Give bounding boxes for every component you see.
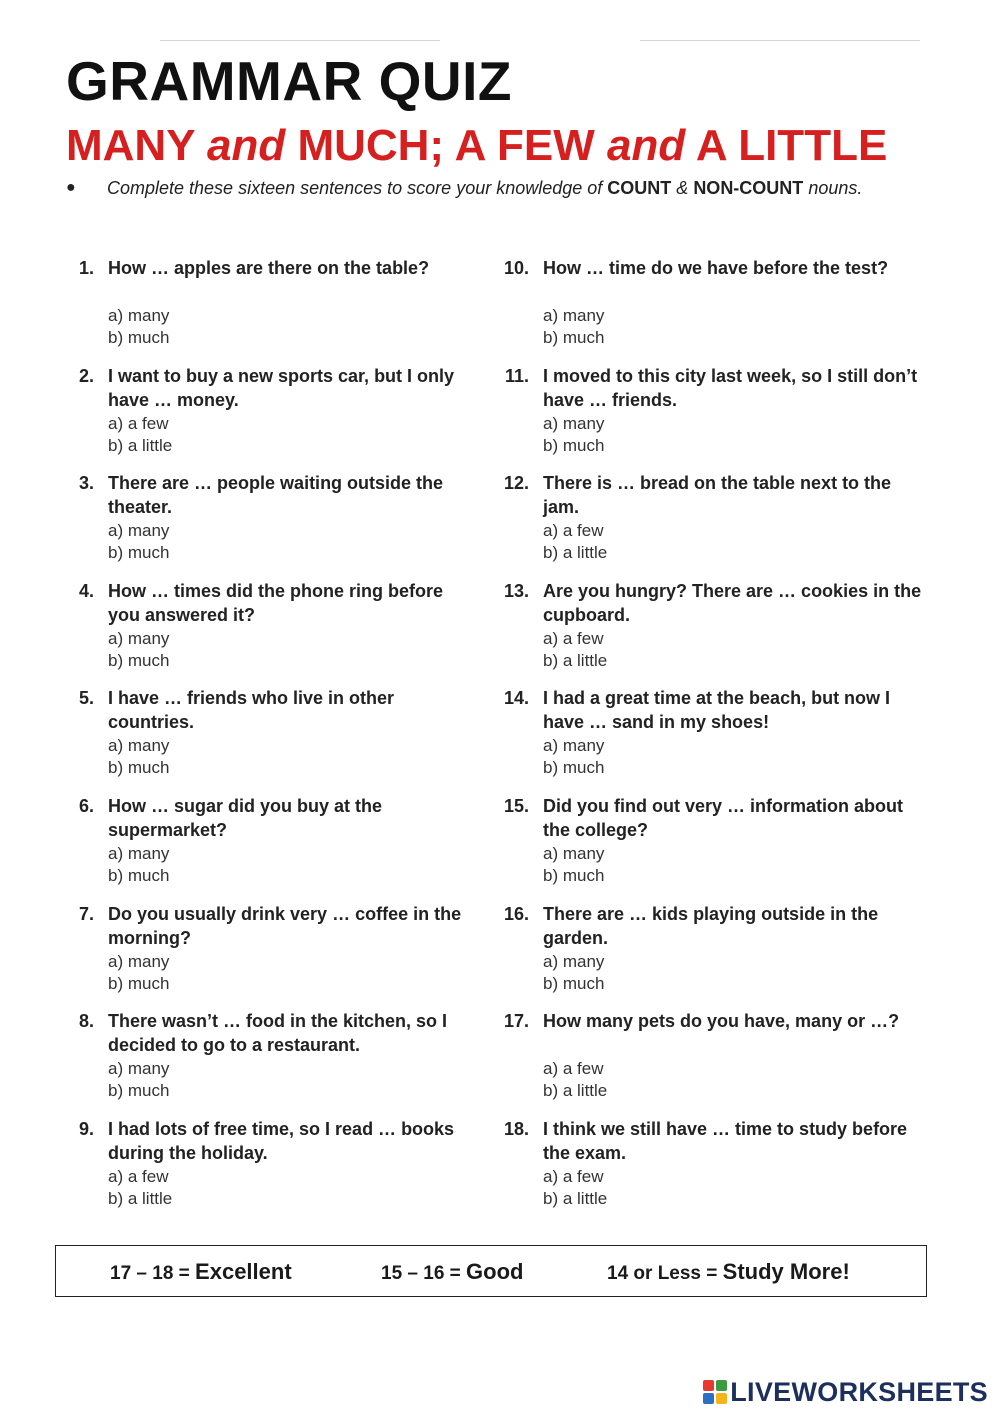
- question-number: 4.: [78, 580, 94, 601]
- question-text: I think we still have … time to study before the exam.: [543, 1118, 908, 1163]
- subtitle-and-2: and: [607, 121, 686, 170]
- question-number: 18.: [503, 1118, 529, 1139]
- option-b[interactable]: b) much: [108, 973, 170, 993]
- option-b[interactable]: b) much: [543, 865, 605, 885]
- question-number: 14.: [503, 688, 529, 709]
- option-a[interactable]: a) many: [543, 951, 605, 971]
- question-18: [495, 1117, 925, 1225]
- question-8: [60, 1009, 470, 1117]
- question-5: [60, 686, 470, 794]
- option-a[interactable]: a) many: [108, 306, 170, 325]
- question-text: Did you find out very … information about the college?: [543, 795, 903, 840]
- question-text: How … sugar did you buy at the supermarket?: [108, 795, 383, 840]
- option-a[interactable]: a) many: [543, 843, 605, 863]
- option-a[interactable]: a) many: [543, 736, 605, 756]
- score-label: Study More!: [722, 1259, 850, 1284]
- intro-before: Complete these sixteen sentences to score your knowledge of: [107, 178, 608, 198]
- question-17: [495, 1009, 925, 1117]
- question-text: I had lots of free time, so I read … books during the holiday.: [108, 1118, 455, 1163]
- logo-square-icon: [703, 1380, 714, 1391]
- option-a[interactable]: a) a few: [108, 413, 169, 433]
- question-number: 10.: [503, 258, 529, 278]
- question-number: 7.: [78, 903, 94, 924]
- intro-noncount: NON-COUNT: [693, 178, 804, 198]
- top-rule-left: [160, 40, 440, 41]
- page-title: GRAMMAR QUIZ: [66, 50, 512, 112]
- intro-amp: &: [671, 178, 694, 198]
- question-text: I moved to this city last week, so I still don’t have … friends.: [543, 365, 918, 410]
- option-b[interactable]: b) much: [108, 650, 170, 670]
- option-a[interactable]: a) many: [108, 843, 170, 863]
- intro-after: nouns.: [803, 178, 863, 198]
- question-10: [495, 256, 925, 364]
- question-number: 3.: [78, 473, 94, 494]
- question-number: 5.: [78, 688, 94, 709]
- question-11: [495, 364, 925, 472]
- option-b[interactable]: b) much: [543, 973, 605, 993]
- question-number: 15.: [503, 795, 529, 816]
- option-a[interactable]: a) a few: [543, 1166, 604, 1186]
- top-rule-right: [640, 40, 920, 41]
- option-b[interactable]: b) much: [108, 865, 170, 885]
- logo-text: LIVEWORKSHEETS: [730, 1376, 988, 1407]
- question-number: 13.: [503, 580, 529, 601]
- score-label: Excellent: [195, 1259, 292, 1284]
- option-a[interactable]: a) many: [108, 736, 170, 756]
- option-a[interactable]: a) many: [108, 521, 170, 541]
- option-a[interactable]: a) many: [108, 628, 170, 648]
- questions-right-column: [495, 256, 925, 1224]
- option-b[interactable]: b) much: [543, 328, 605, 347]
- question-4: [60, 579, 470, 687]
- question-text: There is … bread on the table next to the jam.: [543, 473, 892, 518]
- option-a[interactable]: a) many: [108, 1059, 170, 1079]
- score-legend: [55, 1245, 927, 1297]
- question-text: I had a great time at the beach, but now I have … sand in my shoes!: [543, 688, 891, 733]
- option-b[interactable]: b) a little: [543, 650, 608, 670]
- question-number: 9.: [78, 1118, 94, 1139]
- question-3: [60, 471, 470, 579]
- subtitle-and-1: and: [206, 121, 286, 170]
- question-6: [60, 794, 470, 902]
- option-a[interactable]: a) a few: [543, 1059, 604, 1079]
- option-a[interactable]: a) a few: [543, 628, 604, 648]
- questions-left-column: [60, 256, 470, 1224]
- liveworksheets-logo[interactable]: [703, 1378, 988, 1406]
- option-a[interactable]: a) many: [543, 306, 605, 325]
- logo-square-icon: [716, 1393, 727, 1404]
- question-text: There are … people waiting outside the theater.: [108, 473, 444, 518]
- option-a[interactable]: a) many: [108, 951, 170, 971]
- logo-square-icon: [716, 1380, 727, 1391]
- option-b[interactable]: b) much: [108, 328, 170, 347]
- page-subtitle: [66, 120, 887, 172]
- question-text: There are … kids playing outside in the garden.: [543, 903, 879, 948]
- question-15: [495, 794, 925, 902]
- question-text: How … times did the phone ring before you answered it?: [108, 580, 444, 625]
- option-a[interactable]: a) many: [543, 413, 605, 433]
- option-a[interactable]: a) a few: [543, 521, 604, 541]
- question-text: How … time do we have before the test?: [543, 258, 889, 278]
- question-1: [60, 256, 470, 364]
- option-b[interactable]: b) a little: [108, 435, 173, 455]
- score-range: 14 or Less =: [607, 1263, 723, 1284]
- bullet-icon: ●: [66, 179, 76, 196]
- question-text: Do you usually drink very … coffee in the morning?: [108, 903, 462, 948]
- question-number: 12.: [503, 473, 529, 494]
- score-label: Good: [466, 1259, 524, 1284]
- option-b[interactable]: b) a little: [543, 1081, 608, 1101]
- subtitle-part-3: A LITTLE: [685, 121, 888, 170]
- option-b[interactable]: b) much: [108, 1081, 170, 1101]
- question-9: [60, 1117, 470, 1225]
- logo-grid-icon: [703, 1380, 727, 1404]
- question-text: There wasn’t … food in the kitchen, so I decided to go to a restaurant.: [108, 1011, 448, 1056]
- question-2: [60, 364, 470, 472]
- option-b[interactable]: b) much: [108, 758, 170, 778]
- question-text: How … apples are there on the table?: [108, 258, 430, 278]
- option-b[interactable]: b) a little: [543, 1188, 608, 1208]
- question-number: 11.: [504, 365, 529, 386]
- score-study-more: [607, 1260, 850, 1287]
- question-text: How many pets do you have, many or …?: [543, 1011, 900, 1032]
- question-number: 8.: [78, 1011, 94, 1032]
- question-text: Are you hungry? There are … cookies in the cupboard.: [543, 580, 922, 625]
- question-16: [495, 902, 925, 1010]
- score-range: 17 – 18 =: [110, 1263, 196, 1284]
- question-text: I have … friends who live in other countries.: [108, 688, 395, 733]
- question-number: 1.: [78, 258, 94, 278]
- option-a[interactable]: a) a few: [108, 1166, 169, 1186]
- score-good: [381, 1260, 523, 1287]
- question-text: I want to buy a new sports car, but I only have … money.: [108, 365, 455, 410]
- question-number: 2.: [78, 365, 94, 386]
- subtitle-part-2: MUCH; A FEW: [285, 121, 608, 170]
- question-number: 17.: [503, 1011, 529, 1032]
- question-14: [495, 686, 925, 794]
- question-7: [60, 902, 470, 1010]
- question-number: 16.: [503, 903, 529, 924]
- score-excellent: [110, 1260, 292, 1287]
- score-range: 15 – 16 =: [381, 1263, 467, 1284]
- option-b[interactable]: b) a little: [543, 543, 608, 563]
- intro-count: COUNT: [607, 178, 672, 198]
- question-number: 6.: [78, 795, 94, 816]
- logo-square-icon: [703, 1393, 714, 1404]
- question-12: [495, 471, 925, 579]
- option-b[interactable]: b) a little: [108, 1188, 173, 1208]
- instructions-text: [107, 176, 922, 200]
- option-b[interactable]: b) much: [108, 543, 170, 563]
- option-b[interactable]: b) much: [543, 435, 605, 455]
- question-13: [495, 579, 925, 687]
- subtitle-part-1: MANY: [66, 121, 207, 170]
- option-b[interactable]: b) much: [543, 758, 605, 778]
